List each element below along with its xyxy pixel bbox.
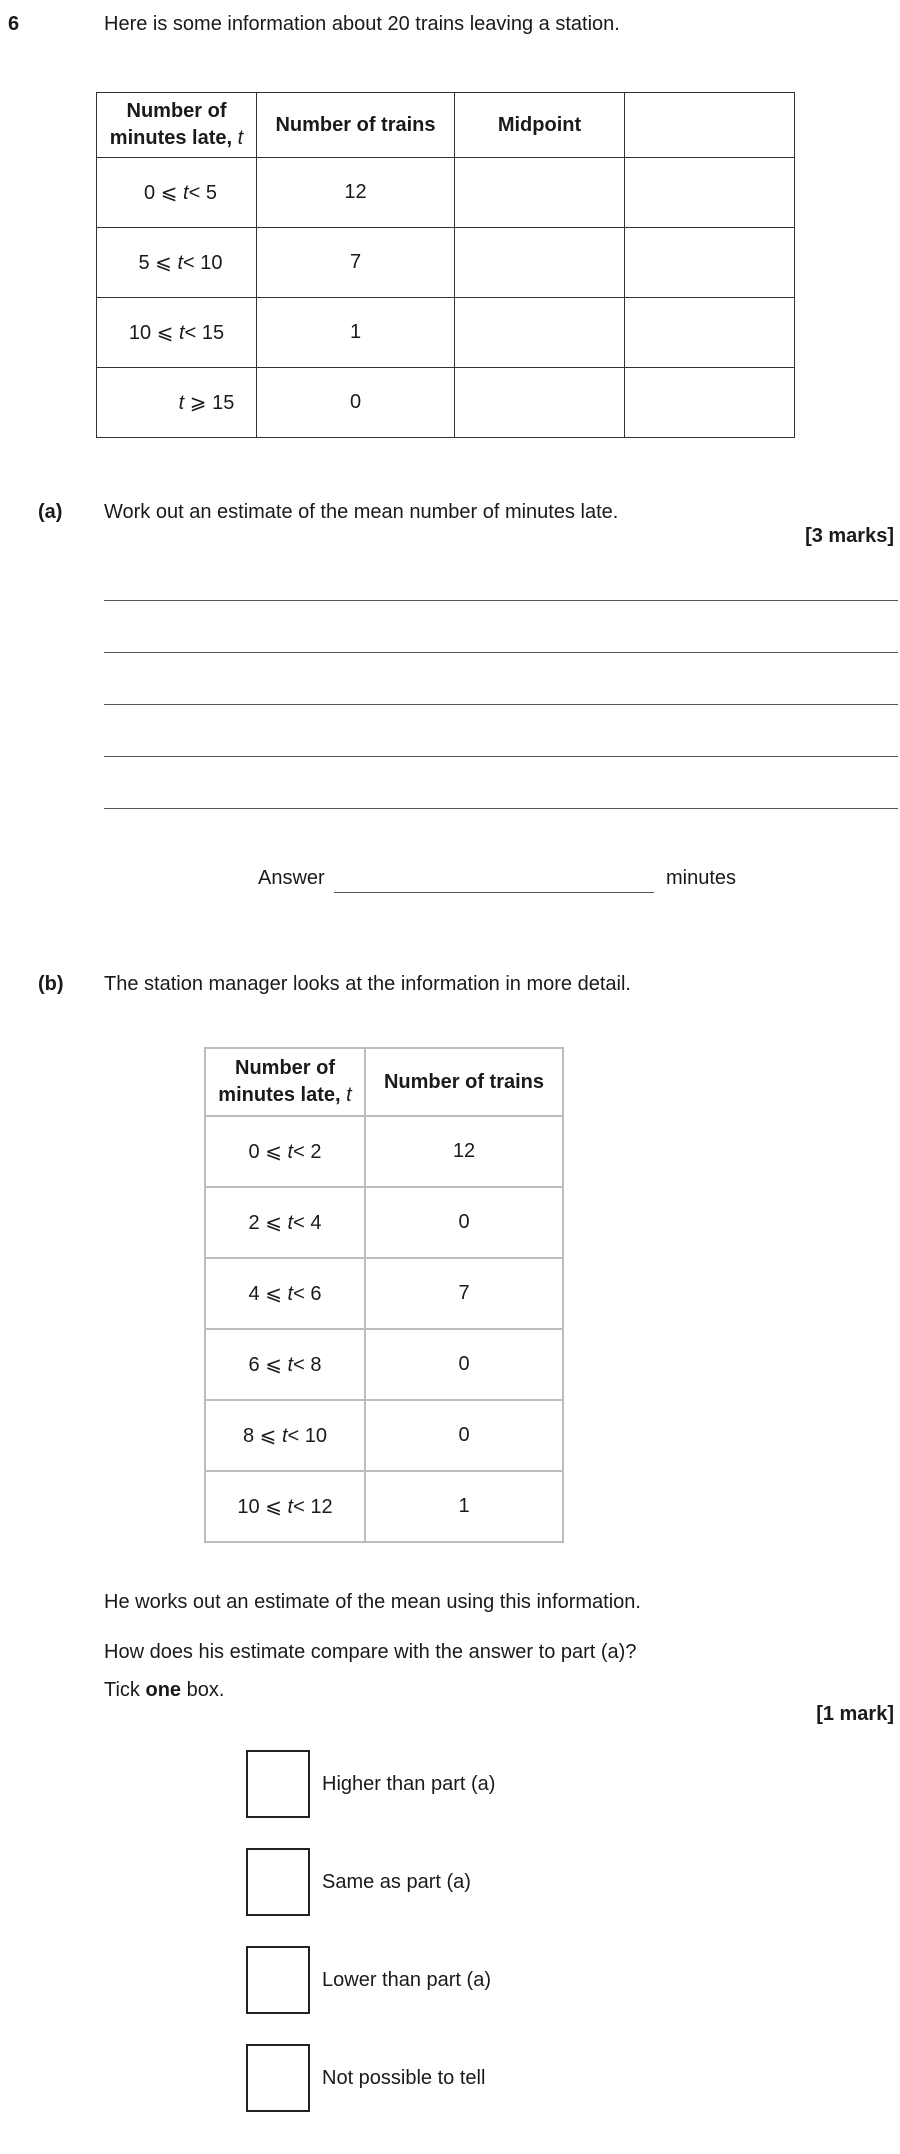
table1-header-row xyxy=(97,93,795,158)
table-row xyxy=(97,158,795,228)
table-row xyxy=(205,1400,563,1471)
midpoint-cell[interactable] xyxy=(455,158,625,228)
header-midpoint: Midpoint xyxy=(455,93,625,158)
midpoint-cell[interactable] xyxy=(455,298,625,368)
table-row xyxy=(97,368,795,438)
trains-table-2 xyxy=(204,1047,564,1543)
header-minutes-late: Number of minutes late, t xyxy=(205,1048,365,1116)
tick-instruction: Tick one box. xyxy=(104,1679,225,1701)
header-minutes-late: Number of minutes late, t xyxy=(97,93,257,158)
option-higher-label: Higher than part (a) xyxy=(322,1773,496,1795)
trains-table-1 xyxy=(96,92,795,438)
tick-box-lower[interactable] xyxy=(246,1946,310,2014)
table-row xyxy=(97,298,795,368)
working-line[interactable] xyxy=(104,808,898,809)
trains-cell: 12 xyxy=(257,158,455,228)
question-number: 6 xyxy=(8,13,20,35)
working-line[interactable] xyxy=(104,704,898,705)
trains-cell: 12 xyxy=(365,1116,563,1187)
range-cell: 10 ⩽ t< 12 xyxy=(205,1471,365,1542)
part-a-label: (a) xyxy=(38,501,63,523)
table-row xyxy=(205,1471,563,1542)
trains-cell: 7 xyxy=(257,228,455,298)
range-cell: 2 ⩽ t< 4 xyxy=(205,1187,365,1258)
midpoint-cell[interactable] xyxy=(455,228,625,298)
midpoint-cell[interactable] xyxy=(455,368,625,438)
range-cell: 0 ⩽ t< 5 xyxy=(97,158,257,228)
trains-cell: 1 xyxy=(365,1471,563,1542)
working-line[interactable] xyxy=(104,600,898,601)
trains-cell: 0 xyxy=(365,1329,563,1400)
range-cell: t ⩾ 15 xyxy=(97,368,257,438)
range-cell: 8 ⩽ t< 10 xyxy=(205,1400,365,1471)
blank-cell[interactable] xyxy=(625,158,795,228)
table2-header-row xyxy=(205,1048,563,1116)
tick-box-not-possible[interactable] xyxy=(246,2044,310,2112)
trains-cell: 1 xyxy=(257,298,455,368)
table-row xyxy=(97,228,795,298)
blank-cell[interactable] xyxy=(625,298,795,368)
table-row xyxy=(205,1116,563,1187)
working-line[interactable] xyxy=(104,652,898,653)
trains-cell: 0 xyxy=(257,368,455,438)
blank-cell[interactable] xyxy=(625,368,795,438)
part-b-text: The station manager looks at the information in more detail. xyxy=(104,973,631,995)
header-blank xyxy=(625,93,795,158)
option-same-label: Same as part (a) xyxy=(322,1871,471,1893)
part-b-marks: [1 mark] xyxy=(816,1703,894,1725)
trains-cell: 7 xyxy=(365,1258,563,1329)
option-lower-label: Lower than part (a) xyxy=(322,1969,491,1991)
part-b-question: How does his estimate compare with the answer to part (a)? xyxy=(104,1641,637,1663)
trains-cell: 0 xyxy=(365,1400,563,1471)
tick-box-same[interactable] xyxy=(246,1848,310,1916)
header-number-of-trains: Number of trains xyxy=(365,1048,563,1116)
part-b-label: (b) xyxy=(38,973,64,995)
question-intro: Here is some information about 20 trains leaving a station. xyxy=(104,13,620,35)
range-cell: 0 ⩽ t< 2 xyxy=(205,1116,365,1187)
table-row xyxy=(205,1187,563,1258)
range-cell: 10 ⩽ t< 15 xyxy=(97,298,257,368)
header-number-of-trains: Number of trains xyxy=(257,93,455,158)
part-b-after-table: He works out an estimate of the mean using this information. xyxy=(104,1591,641,1613)
table-row xyxy=(205,1258,563,1329)
range-cell: 5 ⩽ t< 10 xyxy=(97,228,257,298)
part-a-text: Work out an estimate of the mean number of minutes late. xyxy=(104,501,619,523)
range-cell: 4 ⩽ t< 6 xyxy=(205,1258,365,1329)
trains-cell: 0 xyxy=(365,1187,563,1258)
working-line[interactable] xyxy=(104,756,898,757)
answer-unit: minutes xyxy=(666,867,737,889)
answer-label: Answer xyxy=(258,867,325,889)
answer-line[interactable] xyxy=(334,892,654,893)
tick-box-higher[interactable] xyxy=(246,1750,310,1818)
option-not-possible-label: Not possible to tell xyxy=(322,2067,486,2089)
table-row xyxy=(205,1329,563,1400)
part-a-marks: [3 marks] xyxy=(805,525,894,547)
blank-cell[interactable] xyxy=(625,228,795,298)
range-cell: 6 ⩽ t< 8 xyxy=(205,1329,365,1400)
